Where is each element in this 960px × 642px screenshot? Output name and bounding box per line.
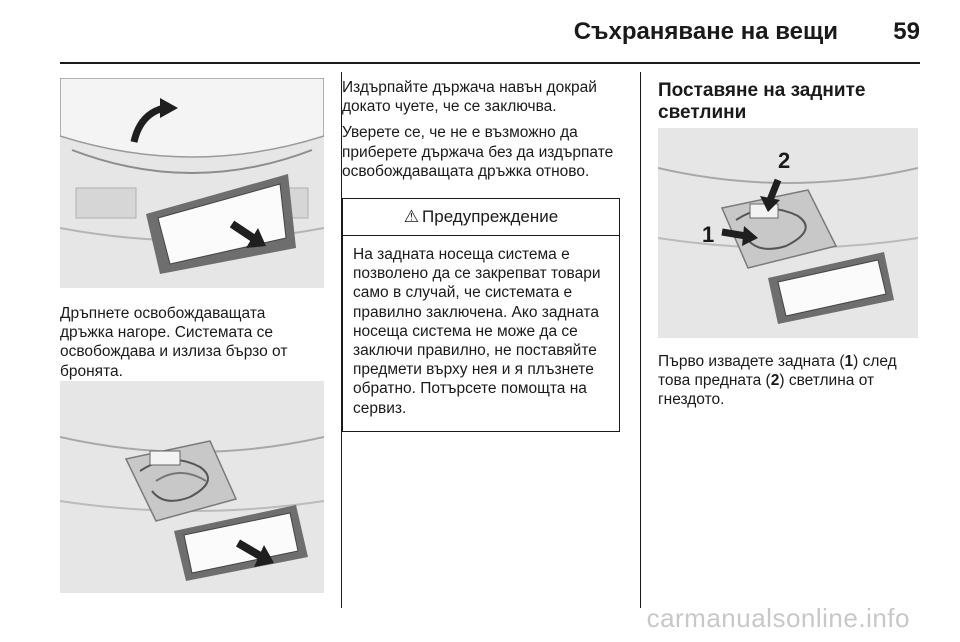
tail-lights-illustration bbox=[658, 128, 918, 338]
carrier-pulled-out-illustration bbox=[60, 381, 324, 593]
callout-ref-2: 2 bbox=[770, 372, 780, 390]
column-divider-right bbox=[640, 72, 641, 608]
paragraph-pull-out: Издърпайте държача навън докрай докато чуете, че се заключва. bbox=[342, 79, 597, 116]
callout-1: 1 bbox=[702, 222, 715, 247]
right-caption: Първо извадете задната (1) след това предната (2) светлина от гнездото. bbox=[658, 353, 897, 409]
warning-triangle-icon: ⚠ bbox=[403, 207, 420, 226]
warning-title: Предупреждение bbox=[422, 207, 559, 226]
warning-header bbox=[343, 199, 619, 236]
warning-box bbox=[342, 198, 620, 432]
callout-2: 2 bbox=[778, 148, 791, 173]
header-rule bbox=[60, 62, 920, 64]
section-heading: Поставяне на задните светлини bbox=[658, 80, 866, 123]
middle-text bbox=[342, 78, 624, 188]
callout-ref-1: 1 bbox=[844, 353, 854, 370]
page-number: 59 bbox=[893, 18, 920, 45]
bumper-release-handle-illustration bbox=[60, 78, 324, 288]
warning-body: На задната носеща система е позволено да се закрепват товари само в случай, че системата е правилно заключена. Ако задната носеща система не може да се заключи правилно, не поставяйте предмети върху нея и я плъзнете обратно. Потърсете помощта на сервиз. bbox=[353, 246, 601, 417]
paragraph-check-lock: Уверете се, че не е възможно да приберете държача без да издърпате освобождаващата дръжка отново. bbox=[342, 124, 614, 180]
left-caption: Дръпнете освобождаващата дръжка нагоре. Системата се освобождава и излиза бързо от бронята. bbox=[60, 305, 288, 380]
watermark: carmanualsonline.info bbox=[646, 603, 910, 633]
page-title: Съхраняване на вещи bbox=[573, 18, 838, 45]
